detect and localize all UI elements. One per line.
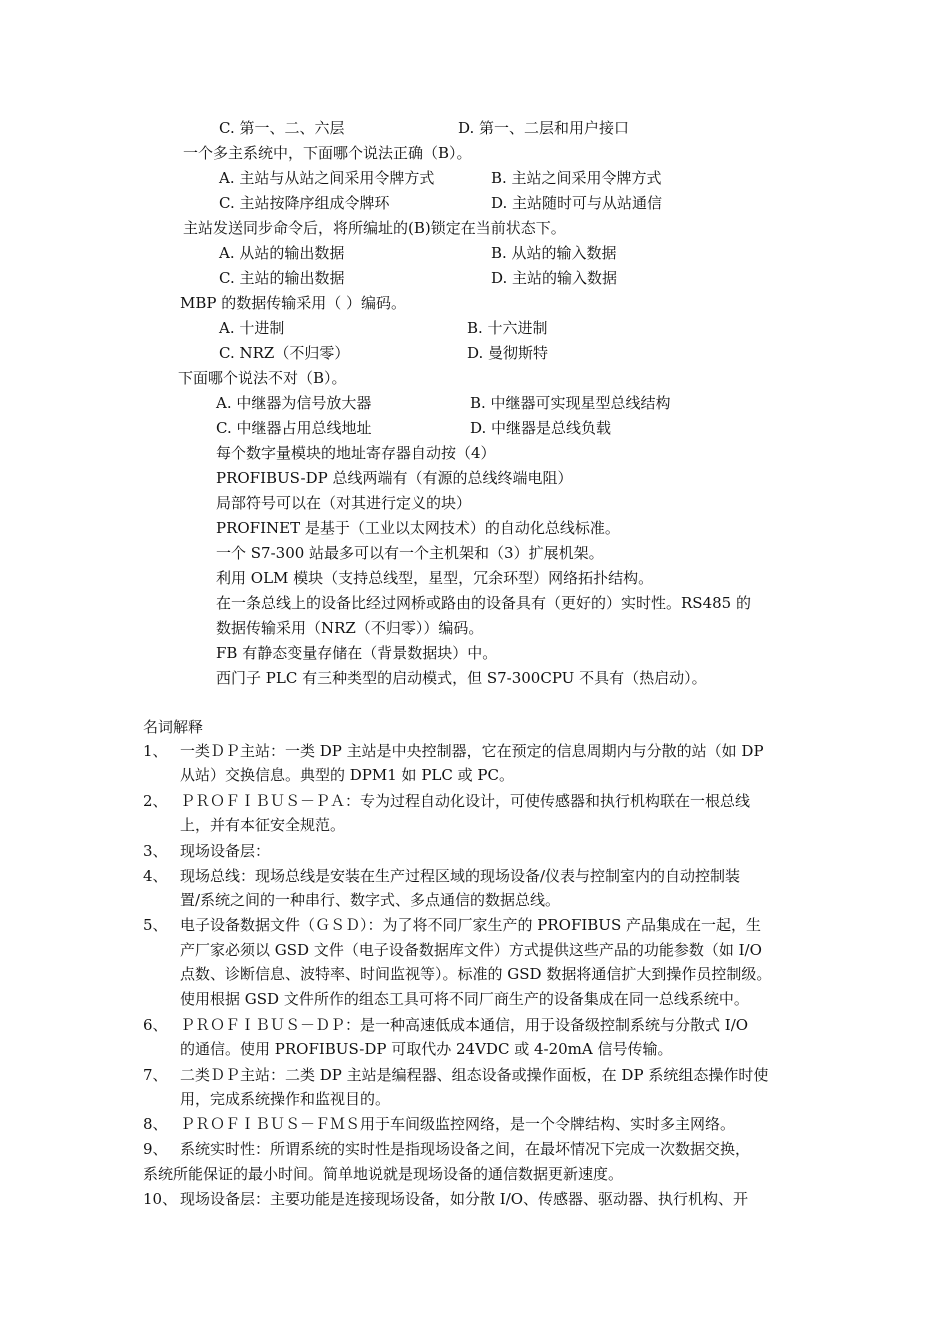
item-number: 3、 xyxy=(143,842,168,860)
glossary-item-line: 系统实时性：所谓系统的实时性是指现场设备之间，在最坏情况下完成一次数据交换， xyxy=(180,1140,751,1158)
q3-option-b: B. 从站的输入数据 xyxy=(491,244,617,262)
item-number: 5、 xyxy=(143,916,168,934)
item-number: 4、 xyxy=(143,867,168,885)
fill-line: 利用 OLM 模块（支持总线型，星型，冗余环型）网络拓扑结构。 xyxy=(216,569,654,587)
q5-question: 下面哪个说法不对（B）。 xyxy=(178,369,347,387)
fill-line: 局部符号可以在（对其进行定义的块） xyxy=(216,494,472,512)
q4-question: MBP 的数据传输采用（ ）编码。 xyxy=(180,294,407,312)
item-number: 1、 xyxy=(143,742,168,760)
q5-option-d: D. 中继器是总线负载 xyxy=(470,419,612,437)
section-heading: 名词解释 xyxy=(143,718,204,736)
q2-question: 一个多主系统中，下面哪个说法正确（B）。 xyxy=(183,144,472,162)
q4-option-a: A. 十进制 xyxy=(219,319,285,337)
glossary-item-line: 点数、诊断信息、波特率、时间监视等）。标准的 GSD 数据将通信扩大到操作员控制级。 xyxy=(180,965,772,983)
fill-line: 每个数字量模块的地址寄存器自动按（4） xyxy=(216,444,496,462)
glossary-item-line: 现场总线：现场总线是安装在生产过程区域的现场设备/仪表与控制室内的自动控制装 xyxy=(180,867,741,885)
glossary-item-line: 现场设备层：主要功能是连接现场设备，如分散 I/O、传感器、驱动器、执行机构、开 xyxy=(180,1190,749,1208)
glossary-item-line: 用，完成系统操作和监视目的。 xyxy=(180,1090,391,1108)
item-number: 9、 xyxy=(143,1140,168,1158)
glossary-item-line: 从站）交换信息。典型的 DPM1 如 PLC 或 PC。 xyxy=(180,766,514,784)
q1-option-c: C. 第一、二、六层 xyxy=(219,119,345,137)
glossary-item-line: ＰＲＯＦＩＢＵＳ－ＰＡ：专为过程自动化设计，可使传感器和执行机构联在一根总线 xyxy=(180,792,751,810)
glossary-item-line: 现场设备层： xyxy=(180,842,271,860)
fill-line: 数据传输采用（NRZ（不归零））编码。 xyxy=(216,619,484,637)
q2-option-d: D. 主站随时可与从站通信 xyxy=(491,194,663,212)
fill-line: 一个 S7-300 站最多可以有一个主机架和（3）扩展机架。 xyxy=(216,544,604,562)
item-number: 6、 xyxy=(143,1016,168,1034)
item-number: 7、 xyxy=(143,1066,168,1084)
glossary-item-line: ＰＲＯＦＩＢＵＳ－ＦＭＳ用于车间级监控网络，是一个令牌结构、实时多主网络。 xyxy=(180,1115,736,1133)
glossary-item-line: 使用根据 GSD 文件所作的组态工具可将不同厂商生产的设备集成在同一总线系统中。 xyxy=(180,990,749,1008)
glossary-item-line: 产厂家必须以 GSD 文件（电子设备数据库文件）方式提供这些产品的功能参数（如 I/O xyxy=(180,941,762,959)
fill-line: PROFIBUS-DP 总线两端有（有源的总线终端电阻） xyxy=(216,469,573,487)
q2-option-b: B. 主站之间采用令牌方式 xyxy=(491,169,662,187)
glossary-item-line: 一类ＤＰ主站：一类 DP 主站是中央控制器，它在预定的信息周期内与分散的站（如 DP xyxy=(180,742,764,760)
glossary-item-line: ＰＲＯＦＩＢＵＳ－ＤＰ：是一种高速低成本通信，用于设备级控制系统与分散式 I/O xyxy=(180,1016,749,1034)
fill-line: PROFINET 是基于（工业以太网技术）的自动化总线标准。 xyxy=(216,519,620,537)
item-number: 10、 xyxy=(143,1190,178,1208)
q4-option-b: B. 十六进制 xyxy=(467,319,548,337)
q3-question: 主站发送同步命令后，将所编址的(B)锁定在当前状态下。 xyxy=(183,219,566,237)
item-number: 8、 xyxy=(143,1115,168,1133)
fill-line: 在一条总线上的设备比经过网桥或路由的设备具有（更好的）实时性。RS485 的 xyxy=(216,594,751,612)
item-number: 2、 xyxy=(143,792,168,810)
fill-line: FB 有静态变量存储在（背景数据块）中。 xyxy=(216,644,498,662)
q1-option-d: D. 第一、二层和用户接口 xyxy=(458,119,630,137)
q4-option-c: C. NRZ（不归零） xyxy=(219,344,350,362)
glossary-item-line: 置/系统之间的一种串行、数字式、多点通信的数据总线。 xyxy=(180,891,561,909)
q5-option-b: B. 中继器可实现星型总线结构 xyxy=(470,394,671,412)
glossary-item-line: 上，并有本征安全规范。 xyxy=(180,816,346,834)
glossary-item-line: 二类ＤＰ主站：二类 DP 主站是编程器、组态设备或操作面板，在 DP 系统组态操作时使 xyxy=(180,1066,769,1084)
glossary-item-line: 的通信。使用 PROFIBUS-DP 可取代办 24VDC 或 4-20mA 信号传输。 xyxy=(180,1040,673,1058)
q3-option-a: A. 从站的输出数据 xyxy=(219,244,345,262)
fill-line: 西门子 PLC 有三种类型的启动模式，但 S7-300CPU 不具有（热启动）。 xyxy=(216,669,707,687)
q4-option-d: D. 曼彻斯特 xyxy=(467,344,549,362)
q3-option-c: C. 主站的输出数据 xyxy=(219,269,345,287)
glossary-item-line: 系统所能保证的最小时间。简单地说就是现场设备的通信数据更新速度。 xyxy=(143,1165,624,1183)
q2-option-c: C. 主站按降序组成令牌环 xyxy=(219,194,390,212)
q5-option-c: C. 中继器占用总线地址 xyxy=(216,419,372,437)
q3-option-d: D. 主站的输入数据 xyxy=(491,269,618,287)
glossary-item-line: 电子设备数据文件（ＧＳＤ）：为了将不同厂家生产的 PROFIBUS 产品集成在一起，生 xyxy=(180,916,761,934)
q5-option-a: A. 中继器为信号放大器 xyxy=(216,394,372,412)
q2-option-a: A. 主站与从站之间采用令牌方式 xyxy=(219,169,435,187)
